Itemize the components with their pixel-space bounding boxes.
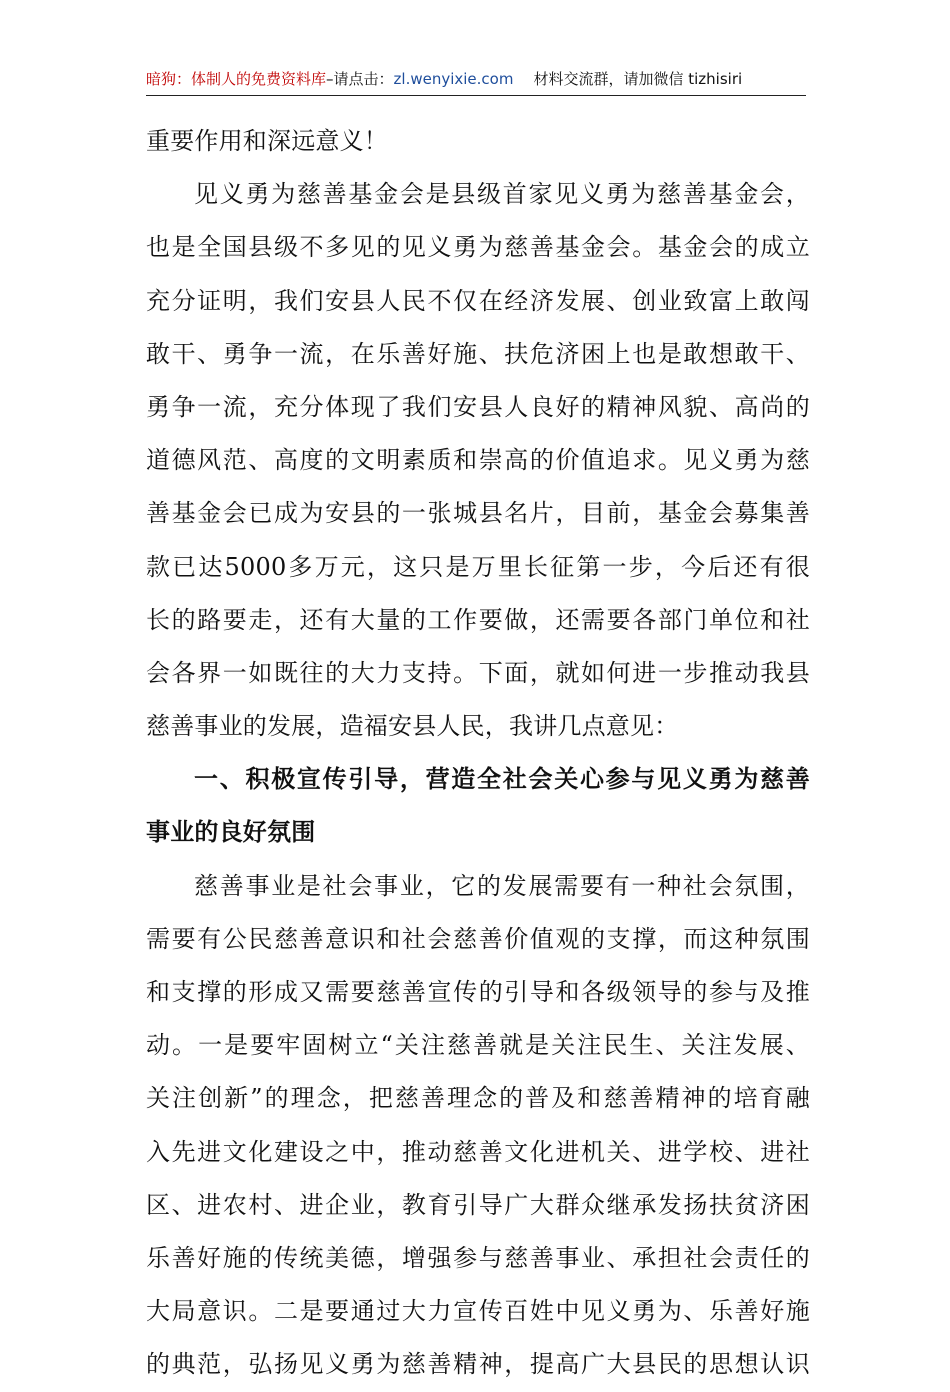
paragraph-line: 需要有公民慈善意识和社会慈善价值观的支撑，而这种氛围: [146, 924, 810, 953]
page-header: [146, 66, 806, 94]
section-heading: 事业的良好氛围: [146, 818, 316, 847]
paragraph-line: 充分证明，我们安县人民不仅在经济发展、创业致富上敢闯: [146, 286, 810, 315]
header-click-prompt: –请点击：: [326, 70, 394, 88]
paragraph-line: 大局意识。二是要通过大力宣传百姓中见义勇为、乐善好施: [146, 1297, 810, 1326]
header-site-link[interactable]: zl.wenyixie.com: [393, 70, 514, 88]
paragraph-line: 慈善事业是社会事业，它的发展需要有一种社会氛围，: [194, 871, 810, 900]
paragraph-line: 善基金会已成为安县的一张城县名片，目前，基金会募集善: [146, 499, 810, 528]
paragraph-line: 款已达5000多万元，这只是万里长征第一步，今后还有很: [146, 552, 810, 581]
paragraph-line: 也是全国县级不多见的见义勇为慈善基金会。基金会的成立: [146, 233, 810, 262]
paragraph-line: 长的路要走，还有大量的工作要做，还需要各部门单位和社: [146, 605, 810, 634]
paragraph-line: 关注创新”的理念，把慈善理念的普及和慈善精神的培育融: [146, 1084, 810, 1113]
paragraph-line: 会各界一如既往的大力支持。下面，就如何进一步推动我县: [146, 658, 810, 687]
paragraph-line: 乐善好施的传统美德，增强参与慈善事业、承担社会责任的: [146, 1243, 810, 1272]
paragraph-line: 和支撑的形成又需要慈善宣传的引导和各级领导的参与及推: [146, 978, 810, 1006]
document-body: [146, 115, 810, 1392]
paragraph-line: 勇争一流，充分体现了我们安县人良好的精神风貌、高尚的: [146, 392, 810, 421]
paragraph-line: 区、进农村、进企业，教育引导广大群众继承发扬扶贫济困: [146, 1190, 810, 1219]
paragraph-line: 的典范，弘扬见义勇为慈善精神，提高广大县民的思想认识: [146, 1350, 810, 1379]
header-wechat-note: 材料交流群，请加微信 tizhisiri: [533, 70, 743, 88]
paragraph-line: 见义勇为慈善基金会是县级首家见义勇为慈善基金会，: [194, 180, 810, 209]
paragraph-line: 敢干、勇争一流，在乐善好施、扶危济困上也是敢想敢干、: [146, 339, 810, 368]
paragraph-line: 重要作用和深远意义！: [146, 127, 388, 155]
paragraph-line: 动。一是要牢固树立“关注慈善就是关注民生、关注发展、: [146, 1031, 810, 1060]
header-divider: [146, 95, 806, 96]
section-heading: 一、积极宣传引导，营造全社会关心参与见义勇为慈善: [194, 765, 810, 794]
paragraph-line: 慈善事业的发展，造福安县人民，我讲几点意见：: [146, 712, 679, 741]
paragraph-line: 入先进文化建设之中，推动慈善文化进机关、进学校、进社: [146, 1137, 810, 1166]
paragraph-line: 道德风范、高度的文明素质和崇高的价值追求。见义勇为慈: [146, 446, 810, 475]
header-site-name: 暗狗：体制人的免费资料库: [146, 70, 327, 88]
